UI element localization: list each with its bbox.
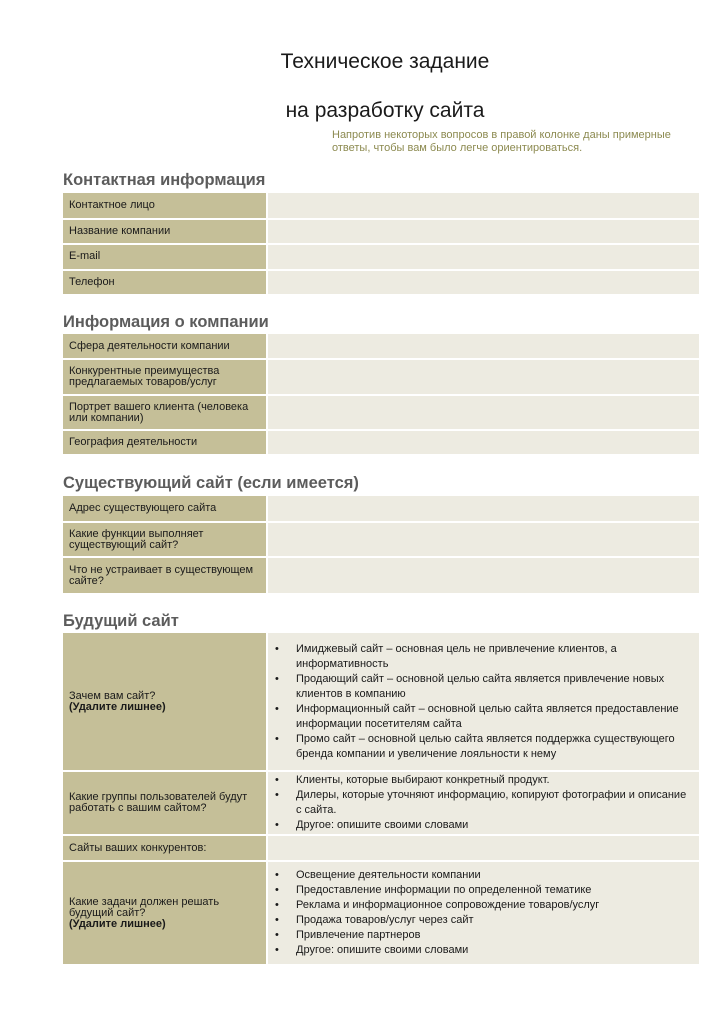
list-item[interactable]: • Информационный сайт – основной целью сайта является предоставление информации посетителям сайта — [296, 702, 689, 732]
section-heading-company: Информация о компании — [63, 313, 269, 331]
company-table — [63, 334, 699, 456]
list-item[interactable]: • Другое: опишите своими словами — [296, 943, 689, 958]
table-row — [63, 270, 699, 296]
table-row — [63, 861, 699, 965]
table-row — [63, 522, 699, 557]
field-label: Сфера деятельности компании — [63, 334, 267, 359]
field-value-site-functions[interactable] — [267, 522, 699, 557]
list-item[interactable]: • Продающий сайт – основной целью сайта является привлечение новых клиентов в компанию — [296, 672, 689, 702]
existing-site-table — [63, 496, 699, 595]
field-value-site-tasks[interactable] — [267, 861, 699, 965]
field-value-client-portrait[interactable] — [267, 395, 699, 430]
table-row — [63, 395, 699, 430]
field-value-email[interactable] — [267, 244, 699, 270]
instruction-note: Напротив некоторых вопросов в правой колонке даны примерные ответы, чтобы вам было легче ориентироваться. — [332, 129, 671, 154]
field-value-phone[interactable] — [267, 270, 699, 296]
field-value-site-address[interactable] — [267, 496, 699, 522]
field-label: Название компании — [63, 219, 267, 245]
list-item[interactable]: • Реклама и информационное сопровождение товаров/услуг — [296, 898, 689, 913]
contact-table — [63, 193, 699, 296]
table-row — [63, 334, 699, 359]
field-value-site-purpose[interactable] — [267, 633, 699, 771]
table-row — [63, 835, 699, 861]
field-value-competitors[interactable] — [267, 835, 699, 861]
question-text: Какие группы пользователей будут работать с вашим сайтом? — [69, 791, 248, 814]
question-text: Какие задачи должен решать будущий сайт? — [69, 895, 220, 919]
table-row — [63, 557, 699, 594]
table-row — [63, 771, 699, 835]
document-title: Техническое задание — [280, 50, 490, 73]
section-heading-future-site: Будущий сайт — [63, 612, 179, 630]
list-item[interactable]: • Привлечение партнеров — [296, 928, 689, 943]
field-label: Адрес существующего сайта — [63, 496, 267, 522]
list-item[interactable]: • Продажа товаров/услуг через сайт — [296, 913, 689, 928]
question-text: Зачем вам сайт? — [69, 689, 156, 702]
field-value-user-groups[interactable] — [267, 771, 699, 835]
field-label-site-tasks — [63, 861, 267, 965]
list-item[interactable]: • Промо сайт – основной целью сайта является поддержка существующего бренда компании и увеличение лояльности к нему — [296, 732, 689, 762]
field-value-company-name[interactable] — [267, 219, 699, 245]
table-row — [63, 430, 699, 455]
field-value-geography[interactable] — [267, 430, 699, 455]
option-list — [268, 868, 699, 958]
section-heading-contact: Контактная информация — [63, 171, 266, 189]
table-row — [63, 359, 699, 395]
list-item[interactable]: • Другое: опишите своими словами — [296, 818, 689, 833]
field-label-competitors: Сайты ваших конкурентов: — [63, 835, 267, 861]
list-item[interactable]: • Освещение деятельности компании — [296, 868, 689, 883]
field-label-site-purpose — [63, 633, 267, 771]
field-label: E-mail — [63, 244, 267, 270]
list-item[interactable]: • Дилеры, которые уточняют информацию, копируют фотографии и описание с сайта. — [296, 788, 689, 818]
list-item[interactable]: • Имиджевый сайт – основная цель не привлечение клиентов, а информативность — [296, 642, 689, 672]
table-row — [63, 496, 699, 522]
field-value-business-area[interactable] — [267, 334, 699, 359]
field-label: Какие функции выполняет существующий сайт? — [63, 522, 267, 557]
question-hint: (Удалите лишнее) — [69, 917, 166, 930]
list-item[interactable]: • Предоставление информации по определенной тематике — [296, 883, 689, 898]
list-item[interactable]: • Клиенты, которые выбирают конкретный продукт. — [296, 773, 689, 788]
table-row — [63, 633, 699, 771]
field-label: Телефон — [63, 270, 267, 296]
field-value-advantages[interactable] — [267, 359, 699, 395]
option-list — [268, 642, 699, 762]
question-hint: (Удалите лишнее) — [69, 700, 166, 713]
field-label: Конкурентные преимущества предлагаемых товаров/услуг — [63, 359, 267, 395]
table-row — [63, 193, 699, 219]
field-label: География деятельности — [63, 430, 267, 455]
field-label: Контактное лицо — [63, 193, 267, 219]
field-value-site-issues[interactable] — [267, 557, 699, 594]
table-row — [63, 219, 699, 245]
section-heading-existing-site: Существующий сайт (если имеется) — [63, 474, 359, 492]
field-label: Портрет вашего клиента (человека или компании) — [63, 395, 267, 430]
field-label: Что не устраивает в существующем сайте? — [63, 557, 267, 594]
field-value-contact-person[interactable] — [267, 193, 699, 219]
future-site-table — [63, 633, 699, 966]
document-subtitle: на разработку сайта — [285, 99, 485, 122]
table-row — [63, 244, 699, 270]
field-label-user-groups — [63, 771, 267, 835]
option-list — [268, 773, 699, 833]
